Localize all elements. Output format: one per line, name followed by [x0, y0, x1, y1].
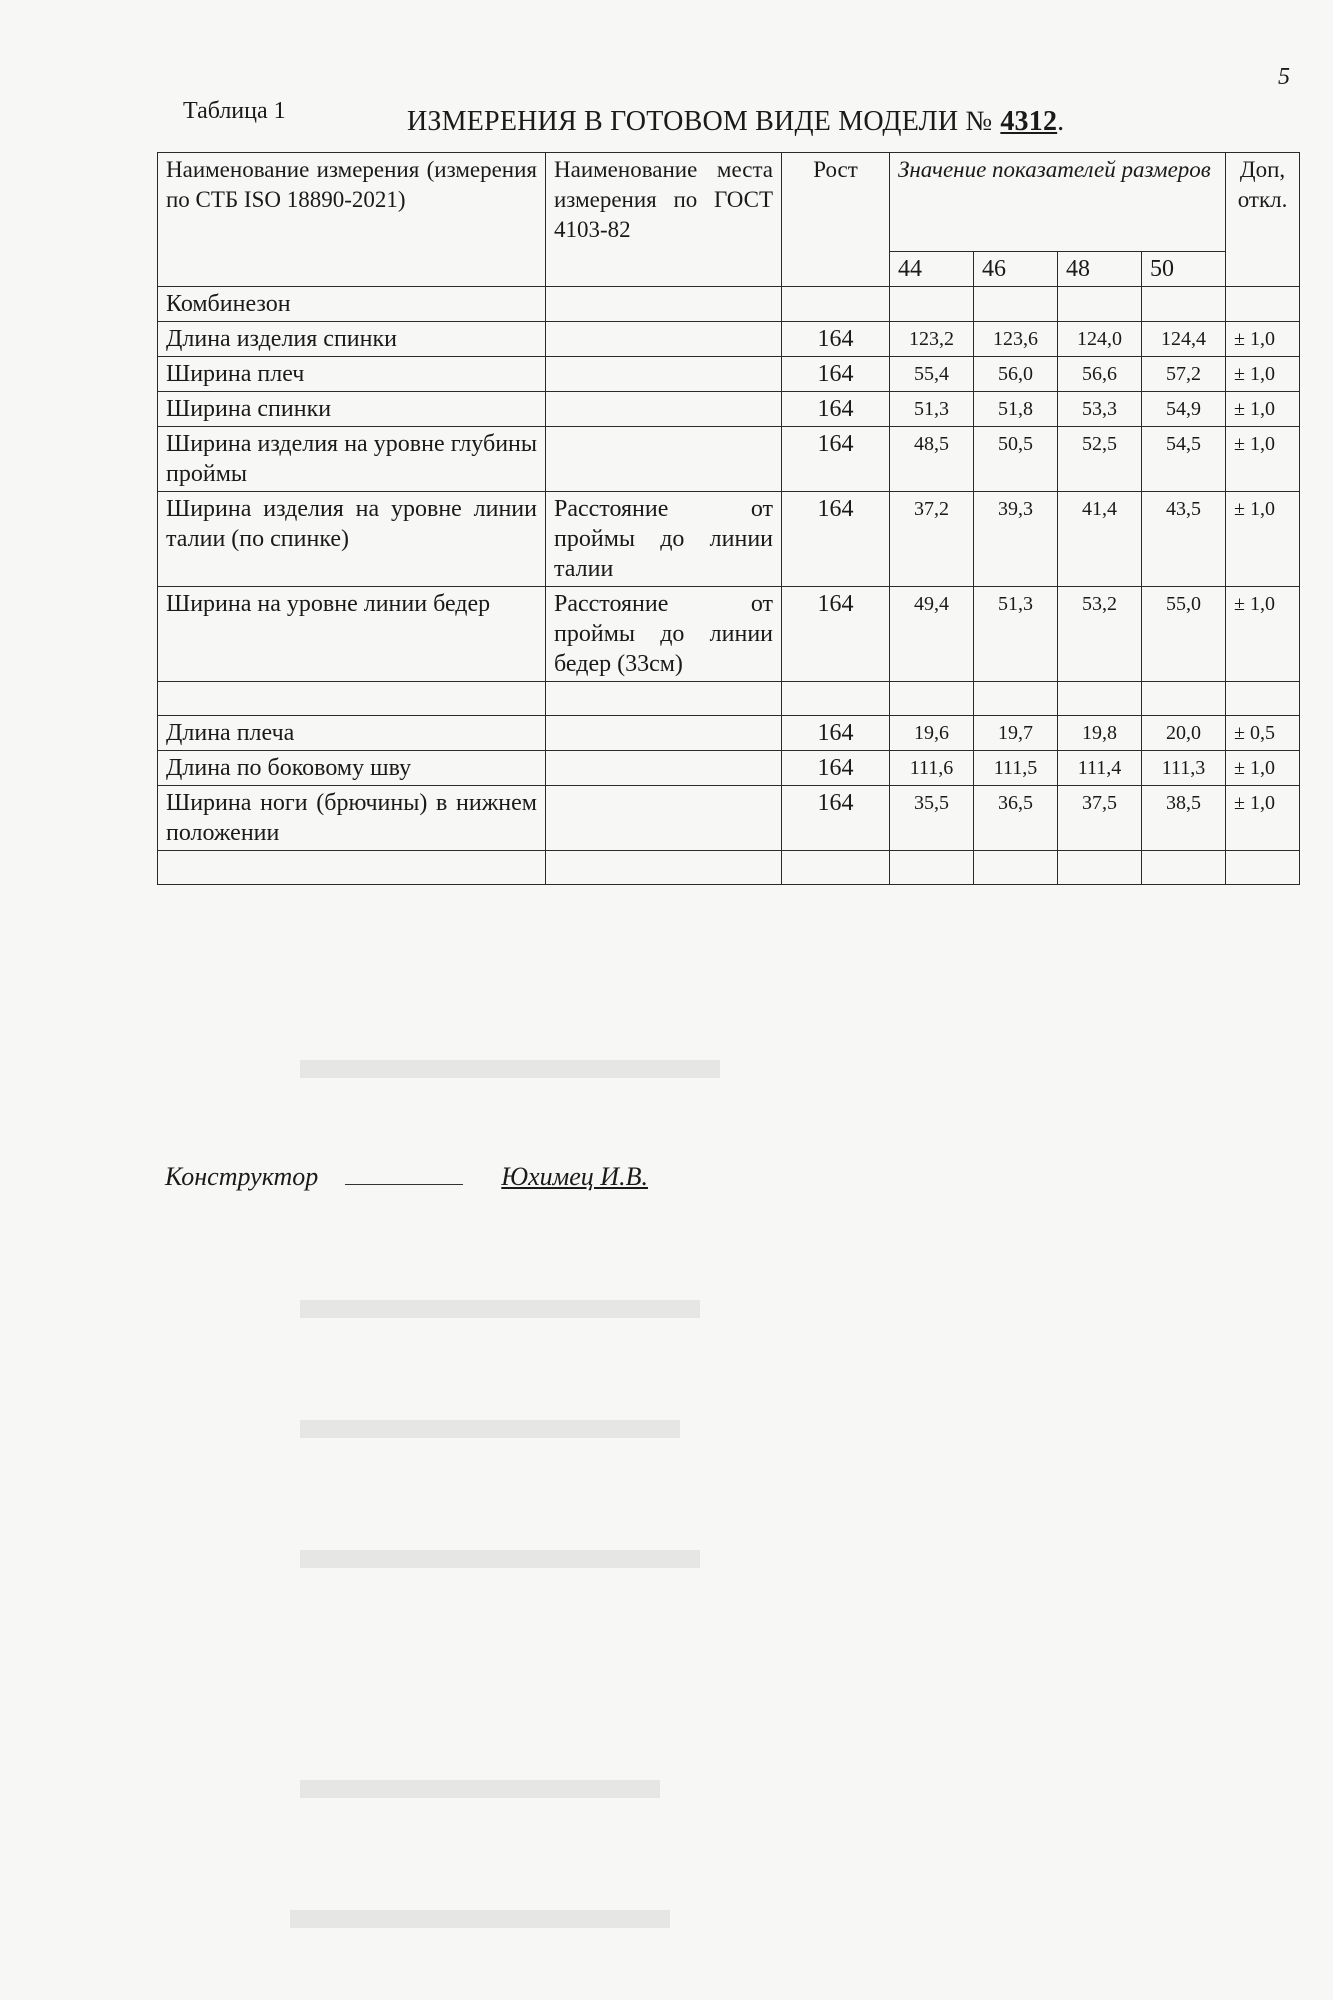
- empty-cell: [1142, 287, 1226, 322]
- header-height: Рост: [782, 153, 890, 287]
- size-value: 39,3: [974, 492, 1058, 587]
- table-row: [158, 492, 1300, 587]
- size-value: 56,6: [1058, 357, 1142, 392]
- size-48: 48: [1058, 252, 1142, 287]
- size-value: 20,0: [1142, 716, 1226, 751]
- measure-place: [546, 427, 782, 492]
- empty-cell: [890, 682, 974, 716]
- signature-block: [165, 1162, 648, 1192]
- header-measure-name: Наименование измерения (измерения по СТБ ISO 18890-2021): [158, 153, 546, 287]
- empty-cell: [1058, 287, 1142, 322]
- height-value: 164: [782, 786, 890, 851]
- height-value: 164: [782, 587, 890, 682]
- measure-name: Ширина ноги (брючины) в нижнем положении: [158, 786, 546, 851]
- size-value: 51,3: [890, 392, 974, 427]
- signature-role: Конструктор: [165, 1162, 319, 1191]
- size-value: 19,7: [974, 716, 1058, 751]
- signer-name: Юхимец И.В.: [501, 1162, 648, 1191]
- size-value: 56,0: [974, 357, 1058, 392]
- measure-name: Длина плеча: [158, 716, 546, 751]
- spacer-row: [158, 682, 1300, 716]
- size-value: 57,2: [1142, 357, 1226, 392]
- size-value: 51,8: [974, 392, 1058, 427]
- height-value: 164: [782, 322, 890, 357]
- size-value: 53,3: [1058, 392, 1142, 427]
- table-row: [158, 357, 1300, 392]
- height-value: 164: [782, 392, 890, 427]
- size-value: 55,0: [1142, 587, 1226, 682]
- size-value: 51,3: [974, 587, 1058, 682]
- size-value: 54,9: [1142, 392, 1226, 427]
- empty-cell: [546, 851, 782, 885]
- group-row: [158, 287, 1300, 322]
- measure-place: [546, 786, 782, 851]
- measure-place: [546, 322, 782, 357]
- measure-name: Ширина изделия на уровне глубины проймы: [158, 427, 546, 492]
- measure-name: Ширина изделия на уровне линии талии (по спинке): [158, 492, 546, 587]
- size-value: 123,6: [974, 322, 1058, 357]
- measure-place: Расстояние от проймы до линии талии: [546, 492, 782, 587]
- size-value: 19,8: [1058, 716, 1142, 751]
- size-value: 53,2: [1058, 587, 1142, 682]
- size-value: 49,4: [890, 587, 974, 682]
- empty-cell: [1058, 682, 1142, 716]
- tolerance-value: ± 1,0: [1226, 492, 1300, 587]
- tolerance-value: ± 1,0: [1226, 587, 1300, 682]
- size-value: 111,4: [1058, 751, 1142, 786]
- measure-place: [546, 751, 782, 786]
- height-value: 164: [782, 427, 890, 492]
- measure-place: [546, 357, 782, 392]
- scan-ghost: [300, 1300, 700, 1318]
- empty-cell: [546, 682, 782, 716]
- size-value: 54,5: [1142, 427, 1226, 492]
- tolerance-value: ± 1,0: [1226, 357, 1300, 392]
- measure-name: Ширина плеч: [158, 357, 546, 392]
- tolerance-value: ± 1,0: [1226, 427, 1300, 492]
- table-row: [158, 786, 1300, 851]
- spacer-row: [158, 851, 1300, 885]
- size-value: 50,5: [974, 427, 1058, 492]
- header-row: [158, 153, 1300, 252]
- height-value: 164: [782, 492, 890, 587]
- size-value: 123,2: [890, 322, 974, 357]
- tolerance-value: ± 1,0: [1226, 786, 1300, 851]
- scan-ghost: [300, 1060, 720, 1078]
- model-number: 4312: [1000, 106, 1058, 137]
- measure-name: Длина изделия спинки: [158, 322, 546, 357]
- measure-name: Ширина спинки: [158, 392, 546, 427]
- signature-line: [345, 1162, 463, 1185]
- scan-ghost: [300, 1780, 660, 1798]
- table-caption-label: Таблица 1: [183, 98, 286, 124]
- size-value: 111,6: [890, 751, 974, 786]
- size-value: 111,5: [974, 751, 1058, 786]
- empty-cell: [890, 287, 974, 322]
- tolerance-value: ± 0,5: [1226, 716, 1300, 751]
- size-value: 38,5: [1142, 786, 1226, 851]
- tolerance-value: ± 1,0: [1226, 751, 1300, 786]
- page-number: 5: [1278, 64, 1290, 90]
- height-value: 164: [782, 751, 890, 786]
- caption-title-end: .: [1057, 106, 1065, 137]
- size-value: 48,5: [890, 427, 974, 492]
- empty-cell: [1226, 851, 1300, 885]
- table-row: [158, 716, 1300, 751]
- tolerance-value: ± 1,0: [1226, 322, 1300, 357]
- measure-place: Расстояние от проймы до линии бедер (33см): [546, 587, 782, 682]
- measure-place: [546, 392, 782, 427]
- header-place-name: Наименование места измерения по ГОСТ 4103-82: [546, 153, 782, 287]
- header-size-values: Значение показателей размеров: [890, 153, 1226, 252]
- size-value: 37,2: [890, 492, 974, 587]
- scan-ghost: [300, 1420, 680, 1438]
- size-value: 37,5: [1058, 786, 1142, 851]
- empty-cell: [974, 287, 1058, 322]
- size-value: 111,3: [1142, 751, 1226, 786]
- size-value: 52,5: [1058, 427, 1142, 492]
- height-value: 164: [782, 357, 890, 392]
- empty-cell: [158, 682, 546, 716]
- table-caption-title: [407, 106, 1064, 138]
- table-row: [158, 322, 1300, 357]
- size-value: 55,4: [890, 357, 974, 392]
- table-row: [158, 427, 1300, 492]
- empty-cell: [782, 287, 890, 322]
- table-row: [158, 587, 1300, 682]
- height-value: 164: [782, 716, 890, 751]
- size-value: 43,5: [1142, 492, 1226, 587]
- size-value: 124,4: [1142, 322, 1226, 357]
- measure-name: Ширина на уровне линии бедер: [158, 587, 546, 682]
- size-value: 41,4: [1058, 492, 1142, 587]
- header-tolerance: Доп, откл.: [1226, 153, 1300, 287]
- size-value: 35,5: [890, 786, 974, 851]
- empty-cell: [546, 287, 782, 322]
- caption-title-text: ИЗМЕРЕНИЯ В ГОТОВОМ ВИДЕ МОДЕЛИ №: [407, 106, 993, 137]
- size-50: 50: [1142, 252, 1226, 287]
- empty-cell: [782, 851, 890, 885]
- size-value: 19,6: [890, 716, 974, 751]
- measure-place: [546, 716, 782, 751]
- empty-cell: [1058, 851, 1142, 885]
- empty-cell: [1142, 682, 1226, 716]
- empty-cell: [974, 682, 1058, 716]
- empty-cell: [782, 682, 890, 716]
- size-46: 46: [974, 252, 1058, 287]
- group-title: Комбинезон: [158, 287, 546, 322]
- table-row: [158, 392, 1300, 427]
- empty-cell: [1142, 851, 1226, 885]
- empty-cell: [1226, 287, 1300, 322]
- empty-cell: [158, 851, 546, 885]
- scan-ghost: [300, 1550, 700, 1568]
- size-44: 44: [890, 252, 974, 287]
- size-value: 124,0: [1058, 322, 1142, 357]
- measurements-table: [157, 152, 1300, 885]
- empty-cell: [974, 851, 1058, 885]
- table-row: [158, 751, 1300, 786]
- scan-ghost: [290, 1910, 670, 1928]
- empty-cell: [1226, 682, 1300, 716]
- measure-name: Длина по боковому шву: [158, 751, 546, 786]
- size-value: 36,5: [974, 786, 1058, 851]
- empty-cell: [890, 851, 974, 885]
- tolerance-value: ± 1,0: [1226, 392, 1300, 427]
